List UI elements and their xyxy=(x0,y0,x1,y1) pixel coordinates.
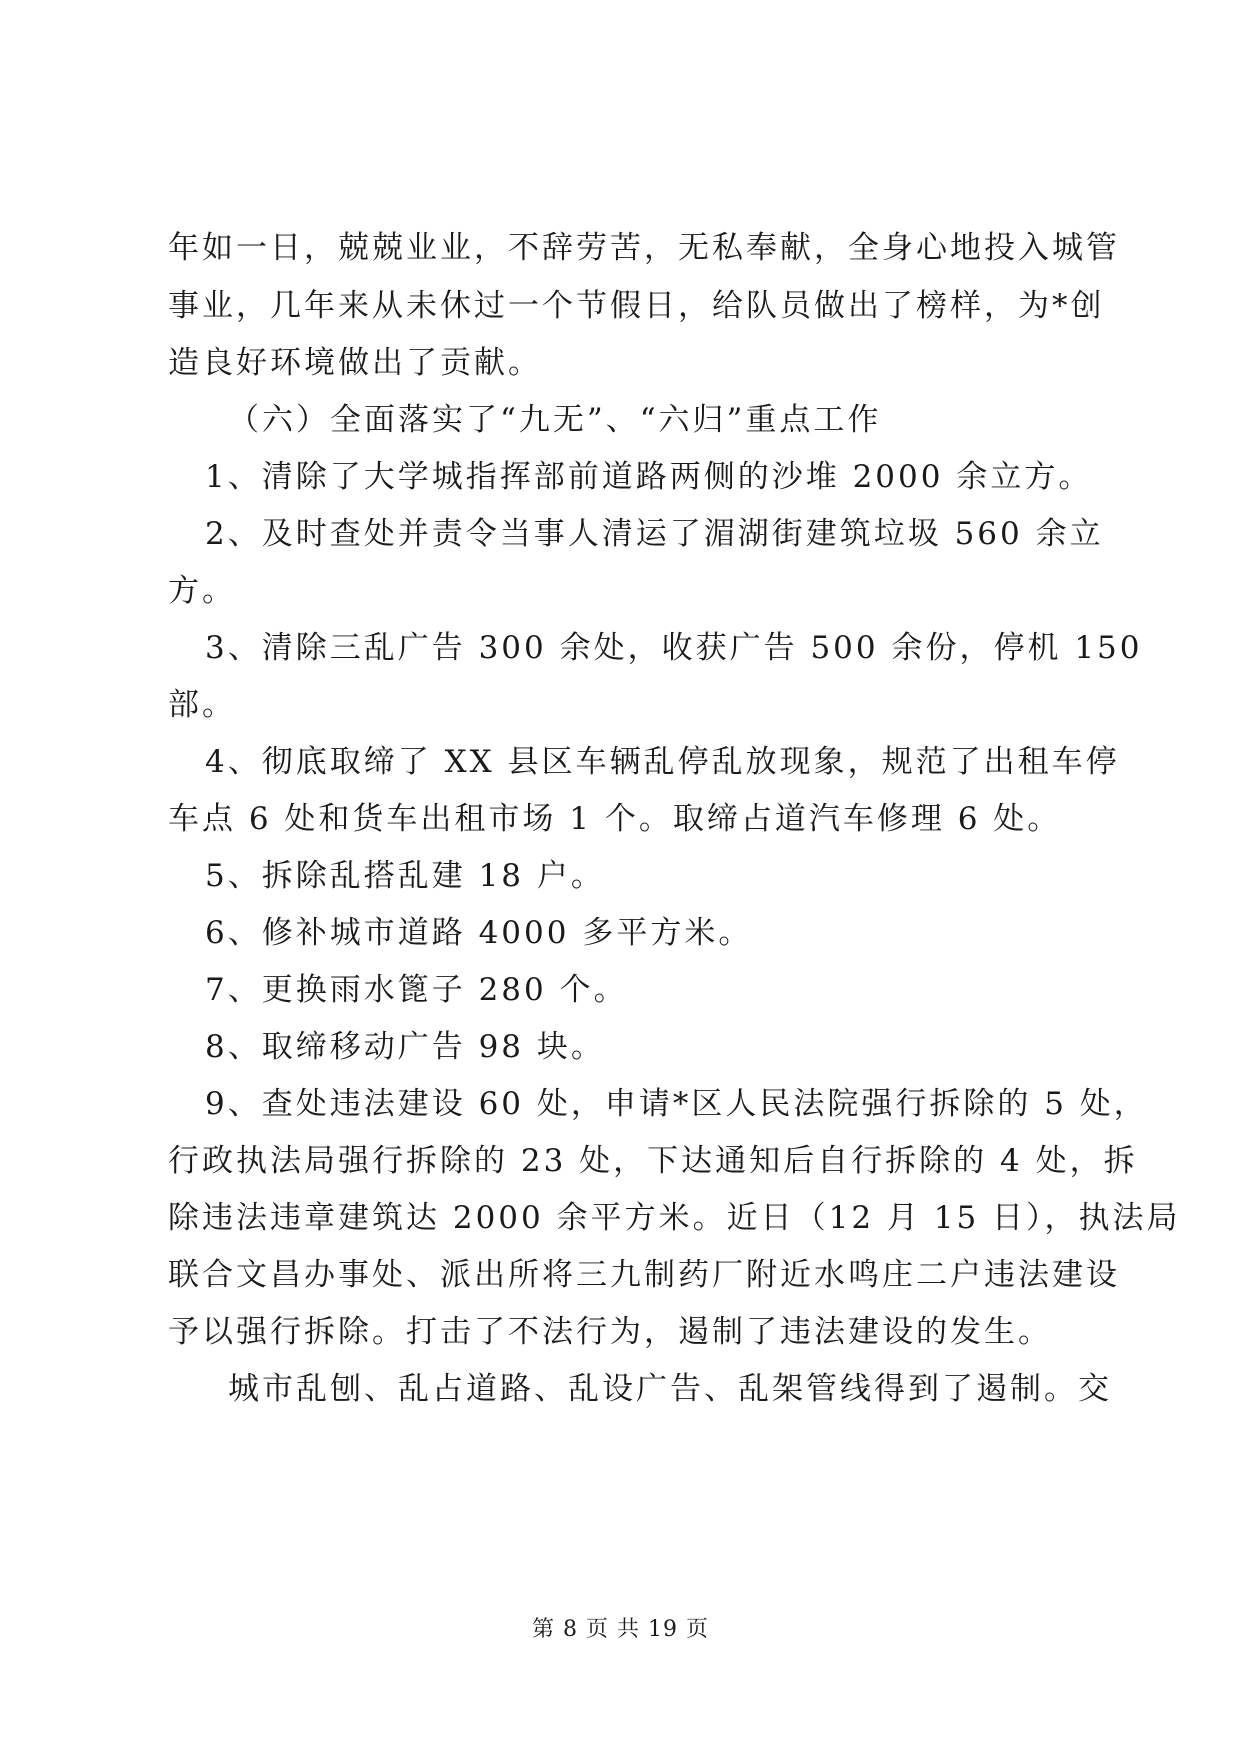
list-item-9-cont-3: 联合文昌办事处、派出所将三九制药厂附近水鸣庄二户违法建设 xyxy=(168,1257,1120,1293)
list-item-6: 6、修补城市道路 4000 多平方米。 xyxy=(205,915,753,951)
text-line-3: 造良好环境做出了贡献。 xyxy=(168,345,542,381)
list-item-8: 8、取缔移动广告 98 块。 xyxy=(205,1029,605,1065)
paragraph-start: 城市乱刨、乱占道路、乱设广告、乱架管线得到了遏制。交 xyxy=(228,1371,1112,1407)
list-item-9-cont-1: 行政执法局强行拆除的 23 处，下达通知后自行拆除的 4 处，拆 xyxy=(168,1143,1138,1179)
page-footer: 第 8 页 共 19 页 xyxy=(532,1617,709,1642)
list-item-9-cont-2: 除违法违章建筑达 2000 余平方米。近日（12 月 15 日），执法局 xyxy=(168,1200,1181,1236)
list-item-2-cont: 方。 xyxy=(168,573,236,609)
list-item-4-cont: 车点 6 处和货车出租市场 1 个。取缔占道汽车修理 6 处。 xyxy=(168,801,1062,837)
list-item-4: 4、彻底取缔了 XX 县区车辆乱停乱放现象，规范了出租车停 xyxy=(205,744,1120,780)
list-item-9: 9、查处违法建设 60 处，申请*区人民法院强行拆除的 5 处， xyxy=(205,1086,1148,1122)
list-item-9-cont-4: 予以强行拆除。打击了不法行为，遏制了违法建设的发生。 xyxy=(168,1314,1052,1350)
list-item-2: 2、及时查处并责令当事人清运了湄湖街建筑垃圾 560 余立 xyxy=(205,516,1104,552)
list-item-3: 3、清除三乱广告 300 余处，收获广告 500 余份，停机 150 xyxy=(205,630,1143,666)
list-item-1: 1、清除了大学城指挥部前道路两侧的沙堆 2000 余立方。 xyxy=(205,459,1093,495)
section-heading: （六）全面落实了“九无”、“六归”重点工作 xyxy=(228,402,882,438)
text-line-2: 事业，几年来从未休过一个节假日，给队员做出了榜样，为*创 xyxy=(168,288,1105,324)
text-line-1: 年如一日，兢兢业业，不辞劳苦，无私奉献，全身心地投入城管 xyxy=(168,230,1120,266)
list-item-7: 7、更换雨水篦子 280 个。 xyxy=(205,972,628,1008)
list-item-5: 5、拆除乱搭乱建 18 户。 xyxy=(205,858,605,894)
list-item-3-cont: 部。 xyxy=(168,687,236,723)
